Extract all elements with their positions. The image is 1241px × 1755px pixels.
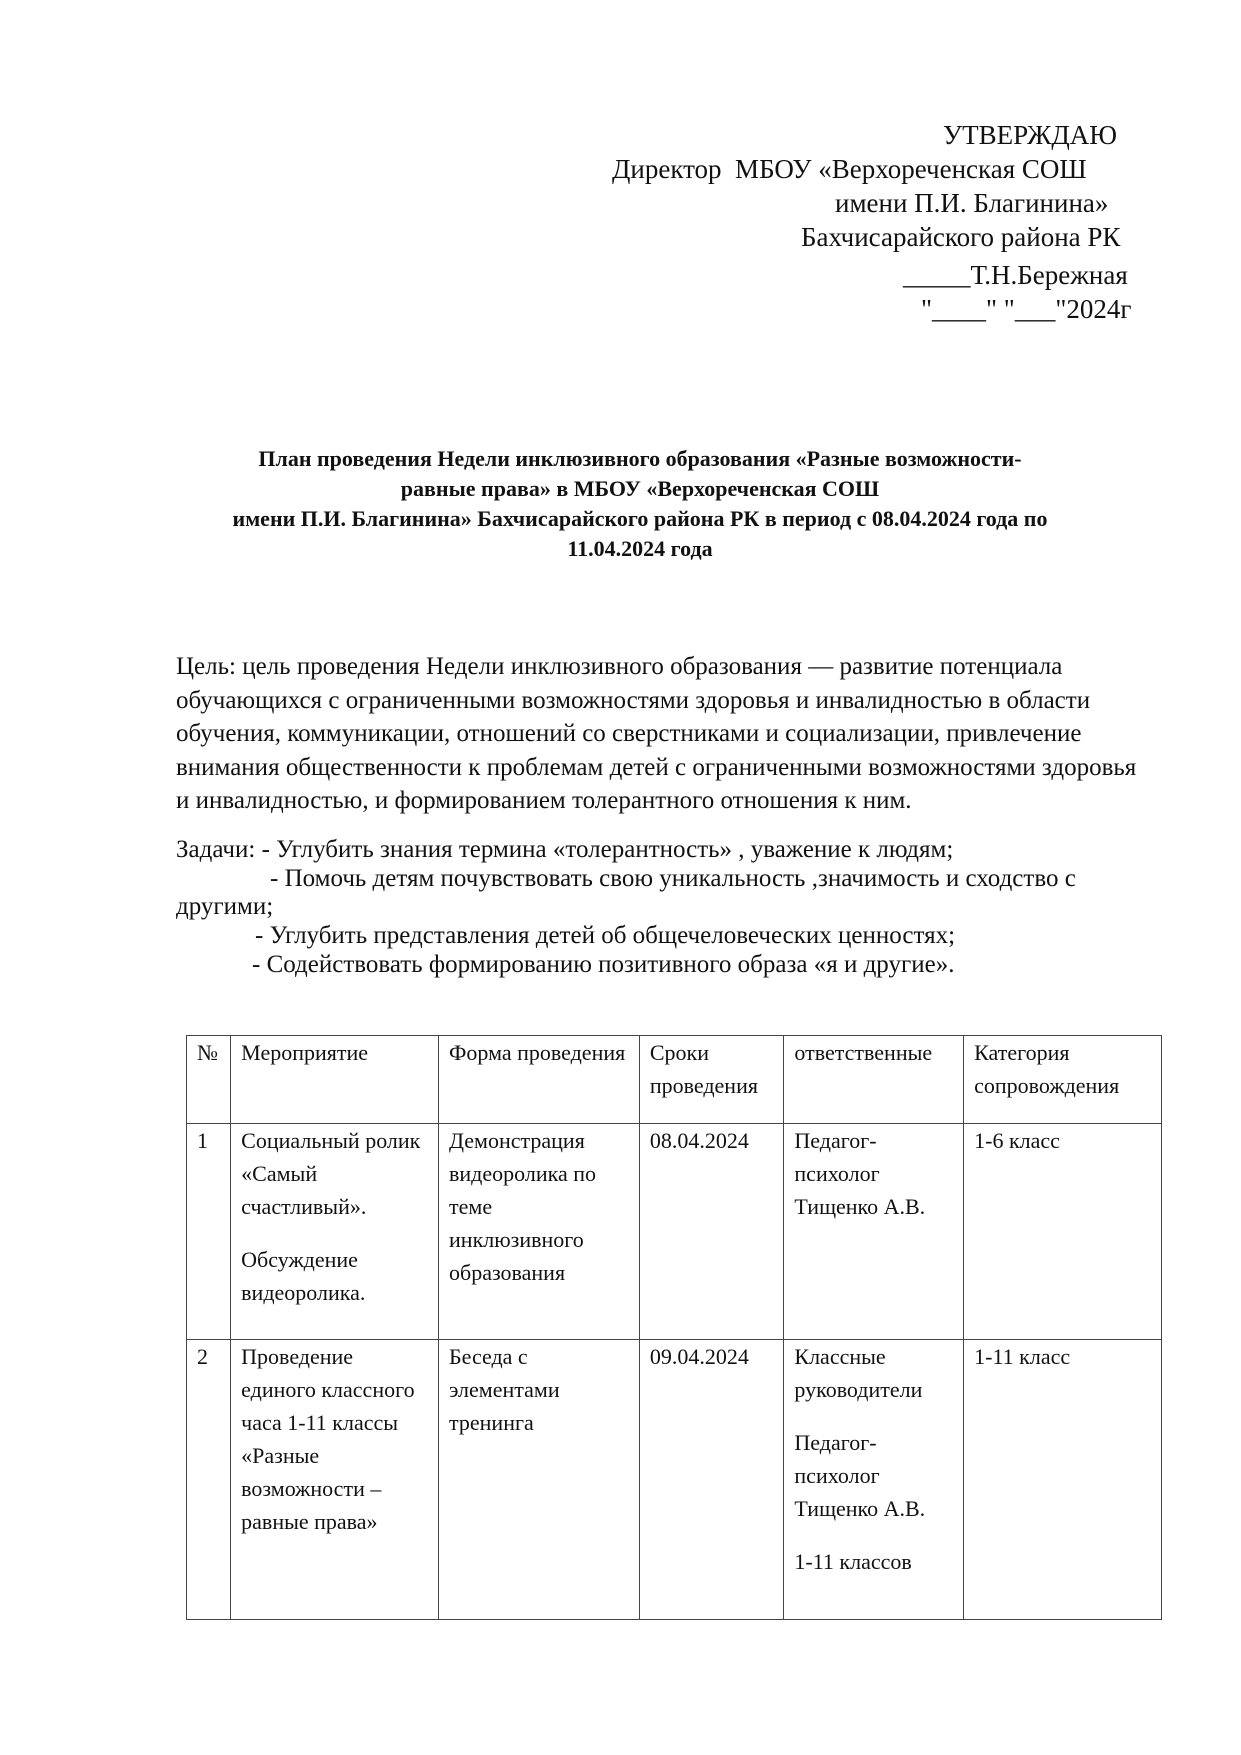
header-responsible: ответственные: [784, 1036, 964, 1124]
title-line-2: равные права» в МБОУ «Верхореченская СОШ: [400, 476, 880, 501]
tasks-line-2: - Помочь детям почувствовать свою уникальность ,значимость и сходство с: [270, 865, 1076, 892]
header-category: Категория сопровождения: [964, 1036, 1162, 1124]
header-form: Форма проведения: [439, 1036, 640, 1124]
approval-date-line: "____" "___"2024г: [921, 294, 1132, 324]
responsible-text: Педагог-психолог Тищенко А.В.: [794, 1128, 926, 1219]
table-header-row: [187, 1036, 1162, 1124]
row-number: 1: [187, 1124, 231, 1340]
row-event: [231, 1124, 439, 1340]
row-responsible: [784, 1340, 964, 1620]
row-event: [231, 1340, 439, 1620]
row-responsible: [784, 1124, 964, 1340]
title-line-4: 11.04.2024 года: [567, 536, 713, 561]
goal-line-2: обучающихся с ограниченными возможностями здоровья и инвалидностью в области: [176, 687, 1091, 714]
goal-line-4: внимания общественности к проблемам детей с ограниченными возможностями здоровья: [176, 754, 1137, 781]
tasks-line-5: - Содействовать формированию позитивного образа «я и другие».: [252, 951, 955, 978]
title-line-3: имени П.И. Благинина» Бахчисарайского района РК в период с 08.04.2024 года по: [232, 506, 1048, 531]
table-row: [187, 1340, 1162, 1620]
goal-line-1: Цель: цель проведения Недели инклюзивного образования — развитие потенциала: [176, 653, 1063, 680]
goal-line-3: обучения, коммуникации, отношений со сверстниками и социализации, привлечение: [176, 720, 1082, 747]
tasks-line-1: Задачи: - Углубить знания термина «толерантность» , уважение к людям;: [176, 836, 954, 863]
responsible-text: Педагог-психолог Тищенко А.В.: [794, 1430, 926, 1521]
table-row: [187, 1124, 1162, 1340]
event-text: Проведение единого классного часа 1-11 классы «Разные возможности – равные права»: [241, 1344, 415, 1534]
event-text: Социальный ролик «Самый счастливый».: [241, 1128, 421, 1219]
plan-table: [186, 1035, 1162, 1620]
approval-signature-line: _____Т.Н.Бережная: [903, 260, 1128, 290]
row-date: 08.04.2024: [639, 1124, 784, 1340]
row-category: 1-11 класс: [964, 1340, 1162, 1620]
responsible-text: 1-11 классов: [794, 1549, 912, 1574]
tasks-line-4: - Углубить представления детей об общечеловеческих ценностях;: [255, 922, 956, 949]
approval-school-name-line: имени П.И. Благинина»: [835, 188, 1109, 218]
goal-line-5: и инвалидностью, и формированием толерантного отношения к ним.: [176, 787, 912, 814]
header-dates: Сроки проведения: [639, 1036, 784, 1124]
row-form: Демонстрация видеоролика по теме инклюзивного образования: [439, 1124, 640, 1340]
approval-district-line: Бахчисарайского района РК: [801, 222, 1121, 252]
row-number: 2: [187, 1340, 231, 1620]
row-category: 1-6 класс: [964, 1124, 1162, 1340]
title-line-1: План проведения Недели инклюзивного образования «Разные возможности-: [258, 446, 1022, 471]
responsible-text: Классные руководители: [794, 1344, 923, 1402]
tasks-line-3: другими;: [176, 893, 274, 920]
row-date: 09.04.2024: [639, 1340, 784, 1620]
event-text: Обсуждение видеоролика.: [241, 1247, 366, 1305]
header-event: Мероприятие: [231, 1036, 439, 1124]
approval-heading: УТВЕРЖДАЮ: [943, 120, 1118, 150]
approval-director-line: Директор МБОУ «Верхореченская СОШ: [612, 154, 1087, 184]
header-number: №: [187, 1036, 231, 1124]
row-form: Беседа с элементами тренинга: [439, 1340, 640, 1620]
